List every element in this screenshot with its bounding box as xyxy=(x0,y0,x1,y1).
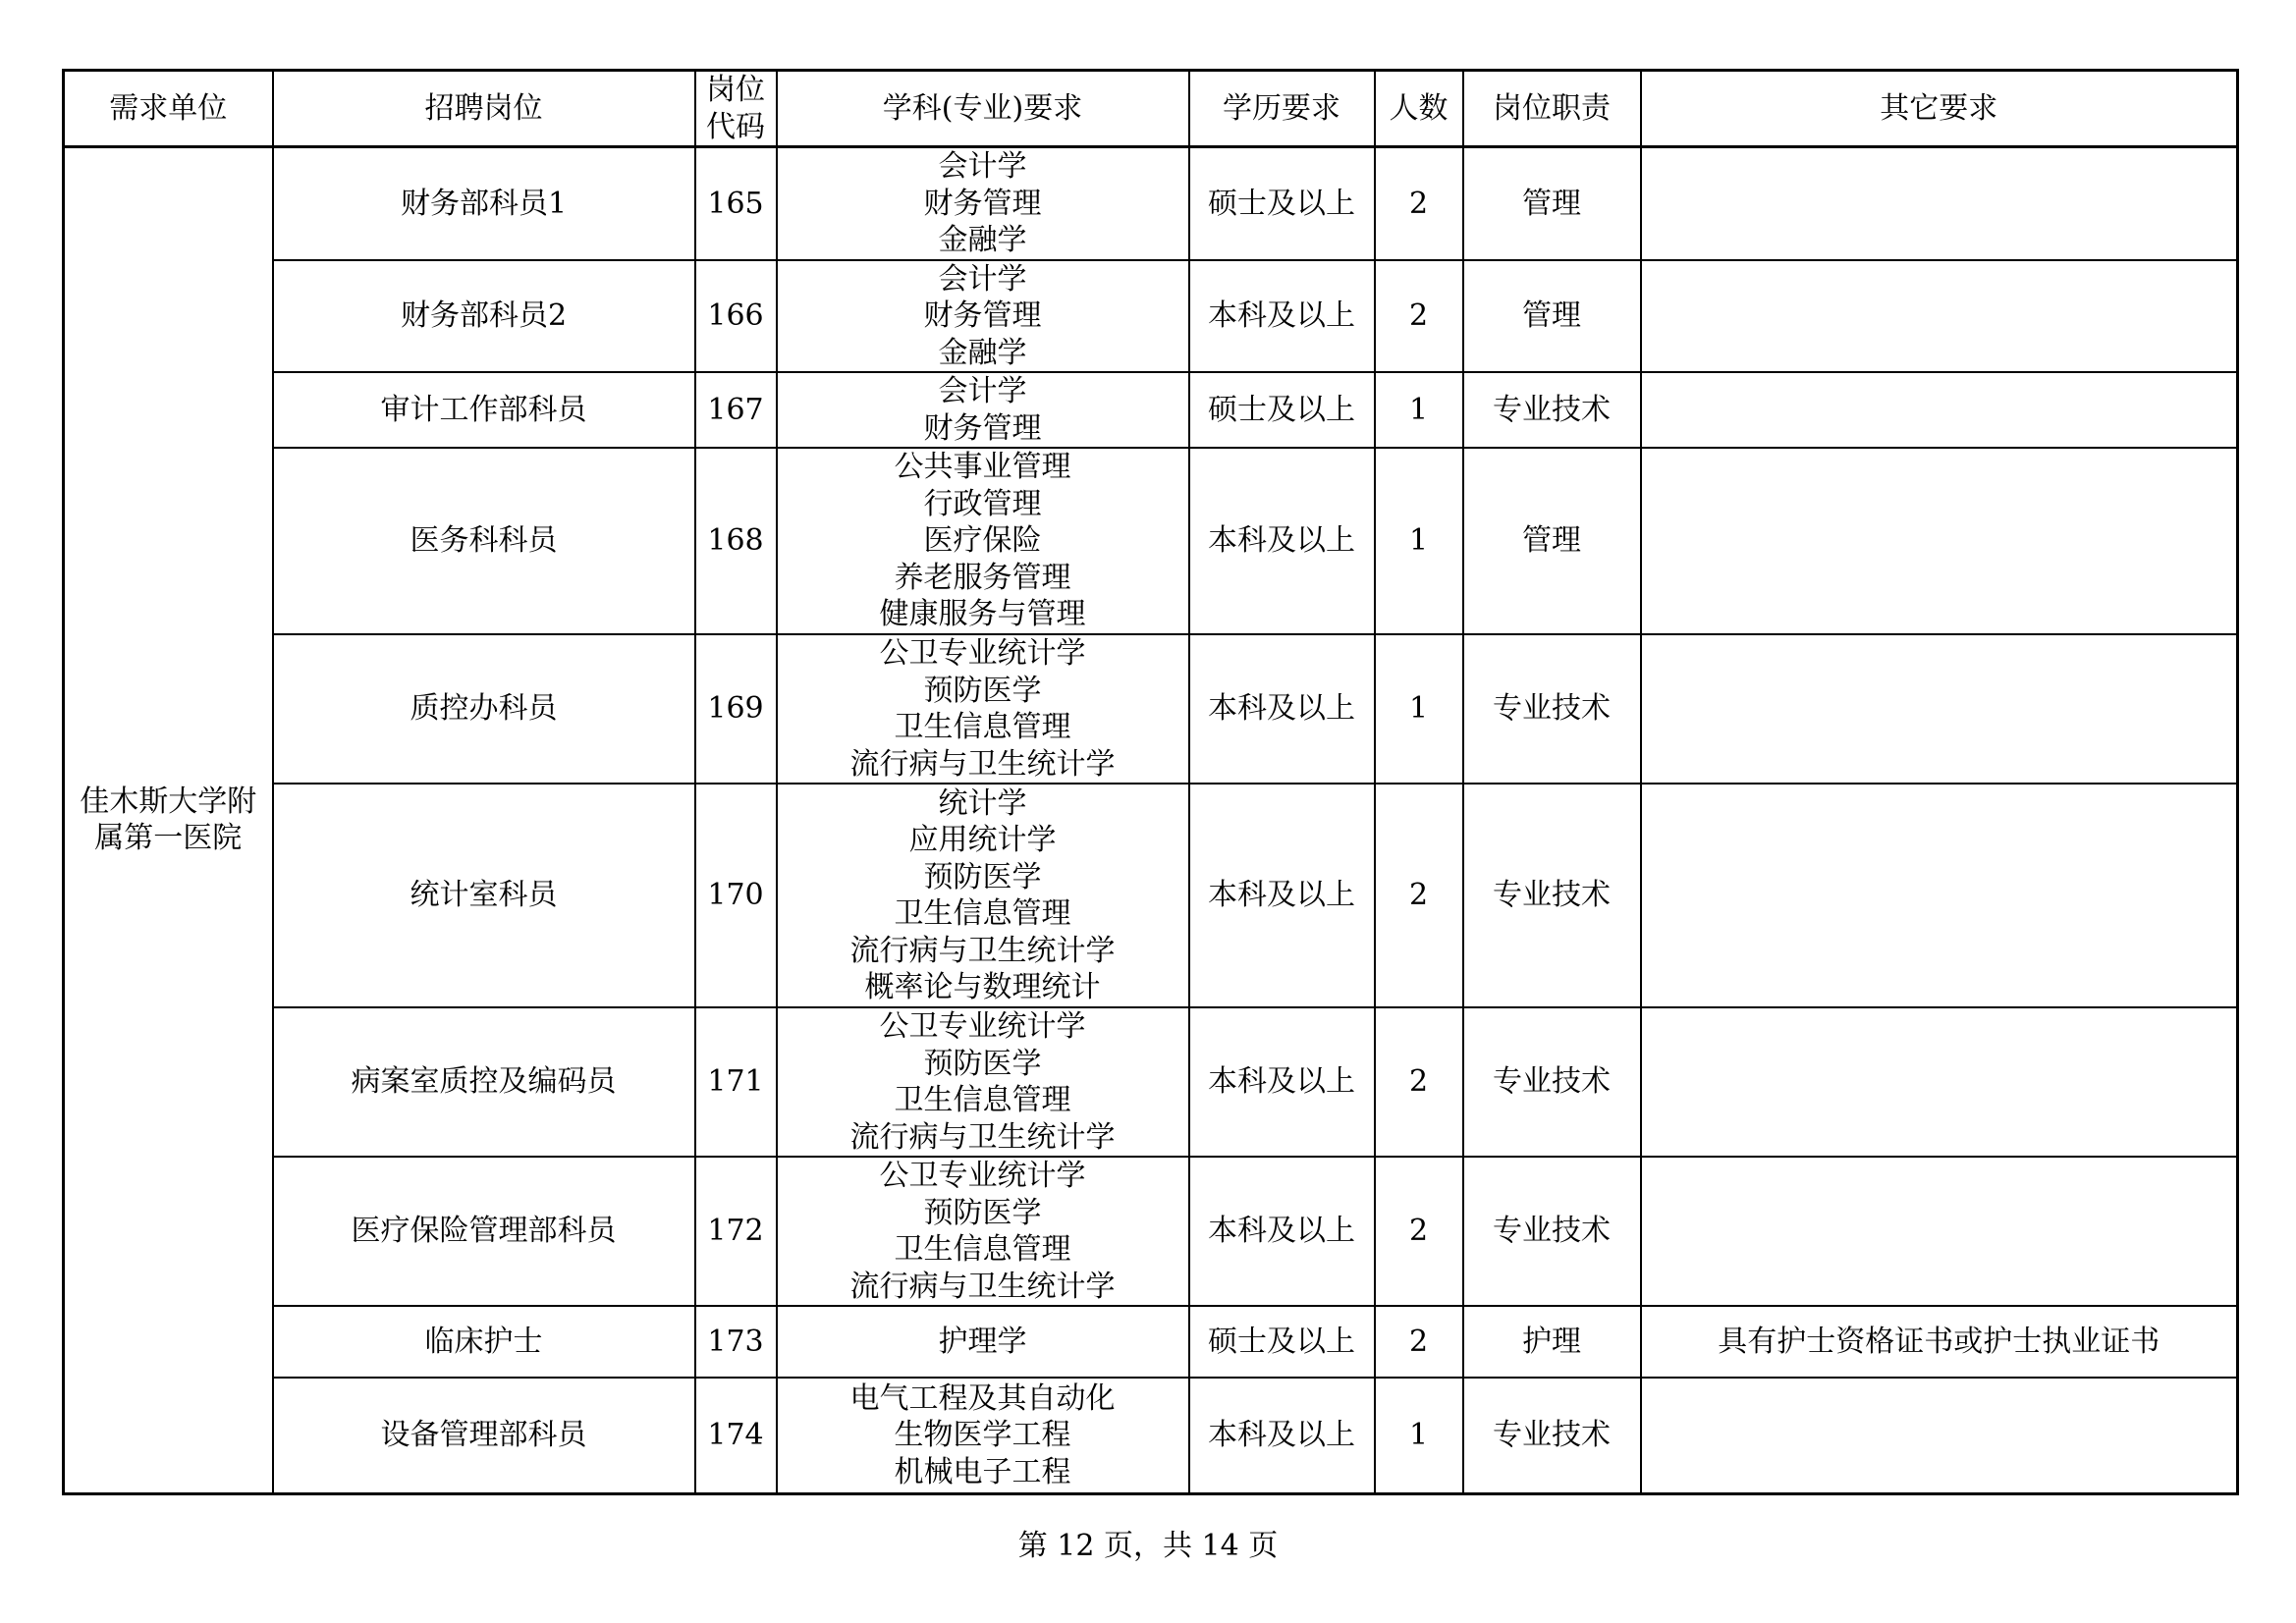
major-item: 行政管理 xyxy=(923,486,1042,521)
major-item: 公卫专业统计学 xyxy=(879,636,1086,671)
major-item: 会计学 xyxy=(938,261,1027,297)
major-item: 财务管理 xyxy=(923,186,1042,221)
position-cell: 质控办科员 xyxy=(273,634,695,784)
major-item: 流行病与卫生统计学 xyxy=(849,933,1116,968)
header-other: 其它要求 xyxy=(1641,71,2238,147)
header-unit: 需求单位 xyxy=(64,71,273,147)
education-cell: 本科及以上 xyxy=(1189,1378,1375,1493)
table-row xyxy=(64,372,2238,448)
table-row xyxy=(64,448,2238,634)
major-cell xyxy=(777,372,1189,448)
header-row xyxy=(64,71,2238,147)
major-cell xyxy=(777,260,1189,373)
major-item: 预防医学 xyxy=(923,1046,1042,1081)
table-body xyxy=(64,147,2238,1494)
major-cell xyxy=(777,634,1189,784)
major-item: 会计学 xyxy=(938,374,1027,408)
position-cell: 病案室质控及编码员 xyxy=(273,1007,695,1157)
other-requirements-cell xyxy=(1641,372,2238,448)
count-cell: 1 xyxy=(1375,634,1463,784)
position-code-cell: 174 xyxy=(695,1378,777,1493)
major-item: 财务管理 xyxy=(923,298,1042,333)
major-item: 预防医学 xyxy=(923,859,1042,894)
major-cell xyxy=(777,1007,1189,1157)
other-requirements-cell xyxy=(1641,260,2238,373)
other-requirements-cell xyxy=(1641,1157,2238,1306)
other-requirements-cell xyxy=(1641,448,2238,634)
education-cell: 本科及以上 xyxy=(1189,260,1375,373)
major-item: 卫生信息管理 xyxy=(894,896,1071,931)
major-item: 预防医学 xyxy=(923,673,1042,708)
other-requirements-cell xyxy=(1641,1007,2238,1157)
position-cell: 设备管理部科员 xyxy=(273,1378,695,1493)
position-cell: 统计室科员 xyxy=(273,784,695,1007)
duty-cell: 专业技术 xyxy=(1463,1157,1641,1306)
header-position: 招聘岗位 xyxy=(273,71,695,147)
major-item: 会计学 xyxy=(938,149,1027,184)
position-code-cell: 171 xyxy=(695,1007,777,1157)
position-code-cell: 167 xyxy=(695,372,777,448)
header-code-line2: 代码 xyxy=(706,109,765,144)
major-item: 流行病与卫生统计学 xyxy=(849,746,1116,782)
unit-cell xyxy=(64,147,273,1494)
count-cell: 2 xyxy=(1375,1007,1463,1157)
education-cell: 本科及以上 xyxy=(1189,784,1375,1007)
other-requirements-cell xyxy=(1641,784,2238,1007)
table-row xyxy=(64,1378,2238,1493)
major-item: 财务管理 xyxy=(923,410,1042,446)
position-code-cell: 173 xyxy=(695,1306,777,1378)
count-cell: 2 xyxy=(1375,1306,1463,1378)
major-item: 护理学 xyxy=(938,1324,1027,1359)
position-cell: 财务部科员2 xyxy=(273,260,695,373)
education-cell: 硕士及以上 xyxy=(1189,147,1375,260)
count-cell: 2 xyxy=(1375,260,1463,373)
duty-cell: 管理 xyxy=(1463,147,1641,260)
other-requirements-cell xyxy=(1641,1378,2238,1493)
table-row xyxy=(64,147,2238,260)
major-cell xyxy=(777,1157,1189,1306)
major-item: 流行病与卫生统计学 xyxy=(849,1119,1116,1155)
major-item: 应用统计学 xyxy=(908,823,1057,857)
table-row xyxy=(64,634,2238,784)
major-item: 医疗保险 xyxy=(923,523,1042,559)
major-item: 统计学 xyxy=(938,785,1027,821)
major-item: 健康服务与管理 xyxy=(879,597,1086,632)
other-requirements-cell xyxy=(1641,147,2238,260)
major-item: 概率论与数理统计 xyxy=(864,970,1101,1004)
position-code-cell: 170 xyxy=(695,784,777,1007)
table-row xyxy=(64,1157,2238,1306)
position-code-cell: 165 xyxy=(695,147,777,260)
other-requirements-cell xyxy=(1641,634,2238,784)
major-item: 公卫专业统计学 xyxy=(879,1009,1086,1044)
major-item: 金融学 xyxy=(938,335,1027,370)
position-cell: 临床护士 xyxy=(273,1306,695,1378)
education-cell: 硕士及以上 xyxy=(1189,372,1375,448)
major-item: 机械电子工程 xyxy=(894,1454,1071,1489)
major-item: 养老服务管理 xyxy=(894,560,1071,595)
duty-cell: 管理 xyxy=(1463,448,1641,634)
major-cell xyxy=(777,784,1189,1007)
unit-line-2: 属第一医院 xyxy=(94,821,243,856)
duty-cell: 专业技术 xyxy=(1463,372,1641,448)
education-cell: 本科及以上 xyxy=(1189,448,1375,634)
major-item: 流行病与卫生统计学 xyxy=(849,1269,1116,1304)
duty-cell: 专业技术 xyxy=(1463,784,1641,1007)
header-education: 学历要求 xyxy=(1189,71,1375,147)
education-cell: 本科及以上 xyxy=(1189,1007,1375,1157)
count-cell: 1 xyxy=(1375,1378,1463,1493)
count-cell: 2 xyxy=(1375,1157,1463,1306)
count-cell: 2 xyxy=(1375,784,1463,1007)
header-code-line1: 岗位 xyxy=(706,73,765,107)
major-item: 公共事业管理 xyxy=(894,450,1071,485)
education-cell: 硕士及以上 xyxy=(1189,1306,1375,1378)
header-major: 学科(专业)要求 xyxy=(777,71,1189,147)
major-item: 预防医学 xyxy=(923,1195,1042,1230)
major-cell xyxy=(777,1306,1189,1378)
position-cell: 财务部科员1 xyxy=(273,147,695,260)
table-row xyxy=(64,784,2238,1007)
recruitment-table xyxy=(62,69,2239,1495)
major-item: 公卫专业统计学 xyxy=(879,1159,1086,1193)
position-cell: 医疗保险管理部科员 xyxy=(273,1157,695,1306)
count-cell: 2 xyxy=(1375,147,1463,260)
education-cell: 本科及以上 xyxy=(1189,634,1375,784)
position-cell: 审计工作部科员 xyxy=(273,372,695,448)
table-row xyxy=(64,1007,2238,1157)
table-row xyxy=(64,260,2238,373)
position-cell: 医务科科员 xyxy=(273,448,695,634)
header-count: 人数 xyxy=(1375,71,1463,147)
major-item: 卫生信息管理 xyxy=(894,710,1071,744)
duty-cell: 专业技术 xyxy=(1463,634,1641,784)
duty-cell: 管理 xyxy=(1463,260,1641,373)
position-code-cell: 168 xyxy=(695,448,777,634)
page-footer: 第 12 页，共 14 页 xyxy=(1017,1529,1279,1563)
major-cell xyxy=(777,448,1189,634)
position-code-cell: 166 xyxy=(695,260,777,373)
duty-cell: 专业技术 xyxy=(1463,1007,1641,1157)
position-code-cell: 172 xyxy=(695,1157,777,1306)
major-item: 生物医学工程 xyxy=(894,1418,1071,1452)
count-cell: 1 xyxy=(1375,372,1463,448)
major-cell xyxy=(777,147,1189,260)
duty-cell: 护理 xyxy=(1463,1306,1641,1378)
education-cell: 本科及以上 xyxy=(1189,1157,1375,1306)
other-requirements-cell: 具有护士资格证书或护士执业证书 xyxy=(1641,1306,2238,1378)
header-position-code xyxy=(695,71,777,147)
position-code-cell: 169 xyxy=(695,634,777,784)
unit-line-1: 佳木斯大学附 xyxy=(80,784,257,819)
count-cell: 1 xyxy=(1375,448,1463,634)
major-item: 金融学 xyxy=(938,223,1027,257)
major-item: 电气工程及其自动化 xyxy=(849,1380,1116,1416)
header-duty: 岗位职责 xyxy=(1463,71,1641,147)
table-row xyxy=(64,1306,2238,1378)
major-item: 卫生信息管理 xyxy=(894,1232,1071,1267)
duty-cell: 专业技术 xyxy=(1463,1378,1641,1493)
major-cell xyxy=(777,1378,1189,1493)
major-item: 卫生信息管理 xyxy=(894,1083,1071,1117)
